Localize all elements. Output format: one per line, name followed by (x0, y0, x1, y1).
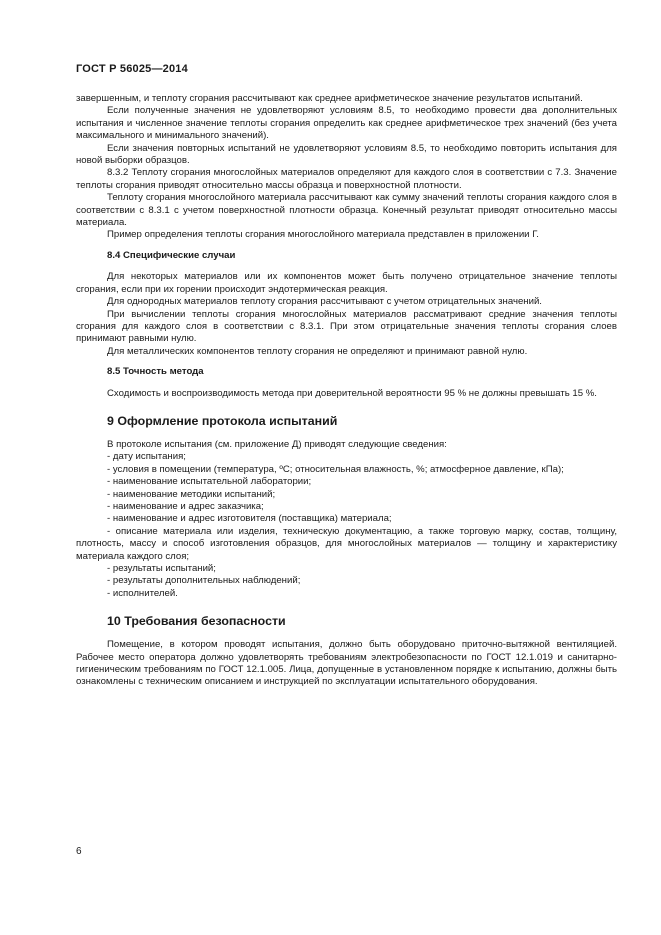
paragraph: завершенным, и теплоту сгорания рассчитывают как среднее арифметическое значение результатов испытаний. (76, 93, 583, 104)
list-item: - дату испытания; (107, 451, 186, 463)
subsection-heading: 8.4 Специфические случаи (107, 249, 236, 261)
paragraph: Теплоту сгорания многослойного материала рассчитывают как сумму значений теплоты сгорания каждого слоя в соответствии с 8.3.1 с учетом поверхностной плотности образца. Конечный результат приводят относительно массы материала. (76, 192, 617, 229)
paragraph: Если полученные значения не удовлетворяют условиям 8.5, то необходимо провести два дополнительных испытания и численное значение теплоты сгорания определить как среднее арифметическое трех значений (без учета максимального и минимального значений). (76, 105, 617, 142)
paragraph: Для некоторых материалов или их компонентов может быть получено отрицательное значение теплоты сгорания, если при их горении происходит эндотермическая реакция. (76, 271, 617, 295)
paragraph: При вычислении теплоты сгорания многослойных материалов рассматривают средние значения теплоты сгорания для каждого слоя в соответствии с 8.3.1. При этом отрицательные значения теплоты сгорания слоев принимают равными нулю. (76, 308, 617, 345)
list-item: - условия в помещении (температура, ºC; относительная влажность, %; атмосферное давление, кПа); (107, 463, 564, 475)
page-number: 6 (76, 846, 82, 857)
document-body (76, 93, 617, 689)
paragraph: Помещение, в котором проводят испытания, должно быть оборудовано приточно-вытяжной вентиляцией. Рабочее место оператора должно удовлетворять требованиям электробезопасности по ГОСТ 12.1.019 и санитарно-гигиеническим требованиям по ГОСТ 12.1.005. Лица, допущенные в установленном порядке к испытанию, должны быть ознакомлены с техническим описанием и инструкцией по эксплуатации испытательного оборудования. (76, 639, 617, 688)
subsection-heading: 8.5 Точность метода (107, 366, 204, 378)
section-heading: 9 Оформление протокола испытаний (107, 413, 338, 428)
list-item: - наименование испытательной лаборатории; (107, 476, 312, 488)
list-item: - исполнителей. (107, 587, 178, 599)
list-item: - наименование методики испытаний; (107, 488, 276, 500)
paragraph: 8.3.2 Теплоту сгорания многослойных материалов определяют для каждого слоя в соответствии с 7.3. Значение теплоты сгорания приводят относительно массы образца и поверхностной плотности. (76, 167, 617, 191)
document-header: ГОСТ Р 56025—2014 (76, 63, 188, 75)
paragraph: Если значения повторных испытаний не удовлетворяют условиям 8.5, то необходимо повторить испытания для новой выборки образцов. (76, 142, 617, 167)
list-item: - описание материала или изделия, техническую документацию, а также торговую марку, состав, толщину, плотность, массу и способ изготовления образцов, для многослойных материалов — толщину и характеристику материала каждого слоя; (76, 525, 617, 562)
paragraph: Для металлических компонентов теплоту сгорания не определяют и принимают равной нулю. (107, 345, 528, 357)
list-item: - результаты дополнительных наблюдений; (107, 575, 301, 587)
paragraph: Сходимость и воспроизводимость метода при доверительной вероятности 95 % не должны превышать 15 %. (107, 387, 597, 399)
paragraph: В протоколе испытания (см. приложение Д) приводят следующие сведения: (107, 438, 447, 450)
list-item: - результаты испытаний; (107, 563, 216, 574)
section-heading: 10 Требования безопасности (107, 614, 286, 629)
list-item: - наименование и адрес изготовителя (поставщика) материала; (107, 513, 392, 525)
list-item: - наименование и адрес заказчика; (107, 500, 264, 512)
paragraph: Пример определения теплоты сгорания многослойного материала представлен в приложении Г. (107, 229, 539, 241)
paragraph: Для однородных материалов теплоту сгорания рассчитывают с учетом отрицательных значений. (107, 296, 542, 308)
